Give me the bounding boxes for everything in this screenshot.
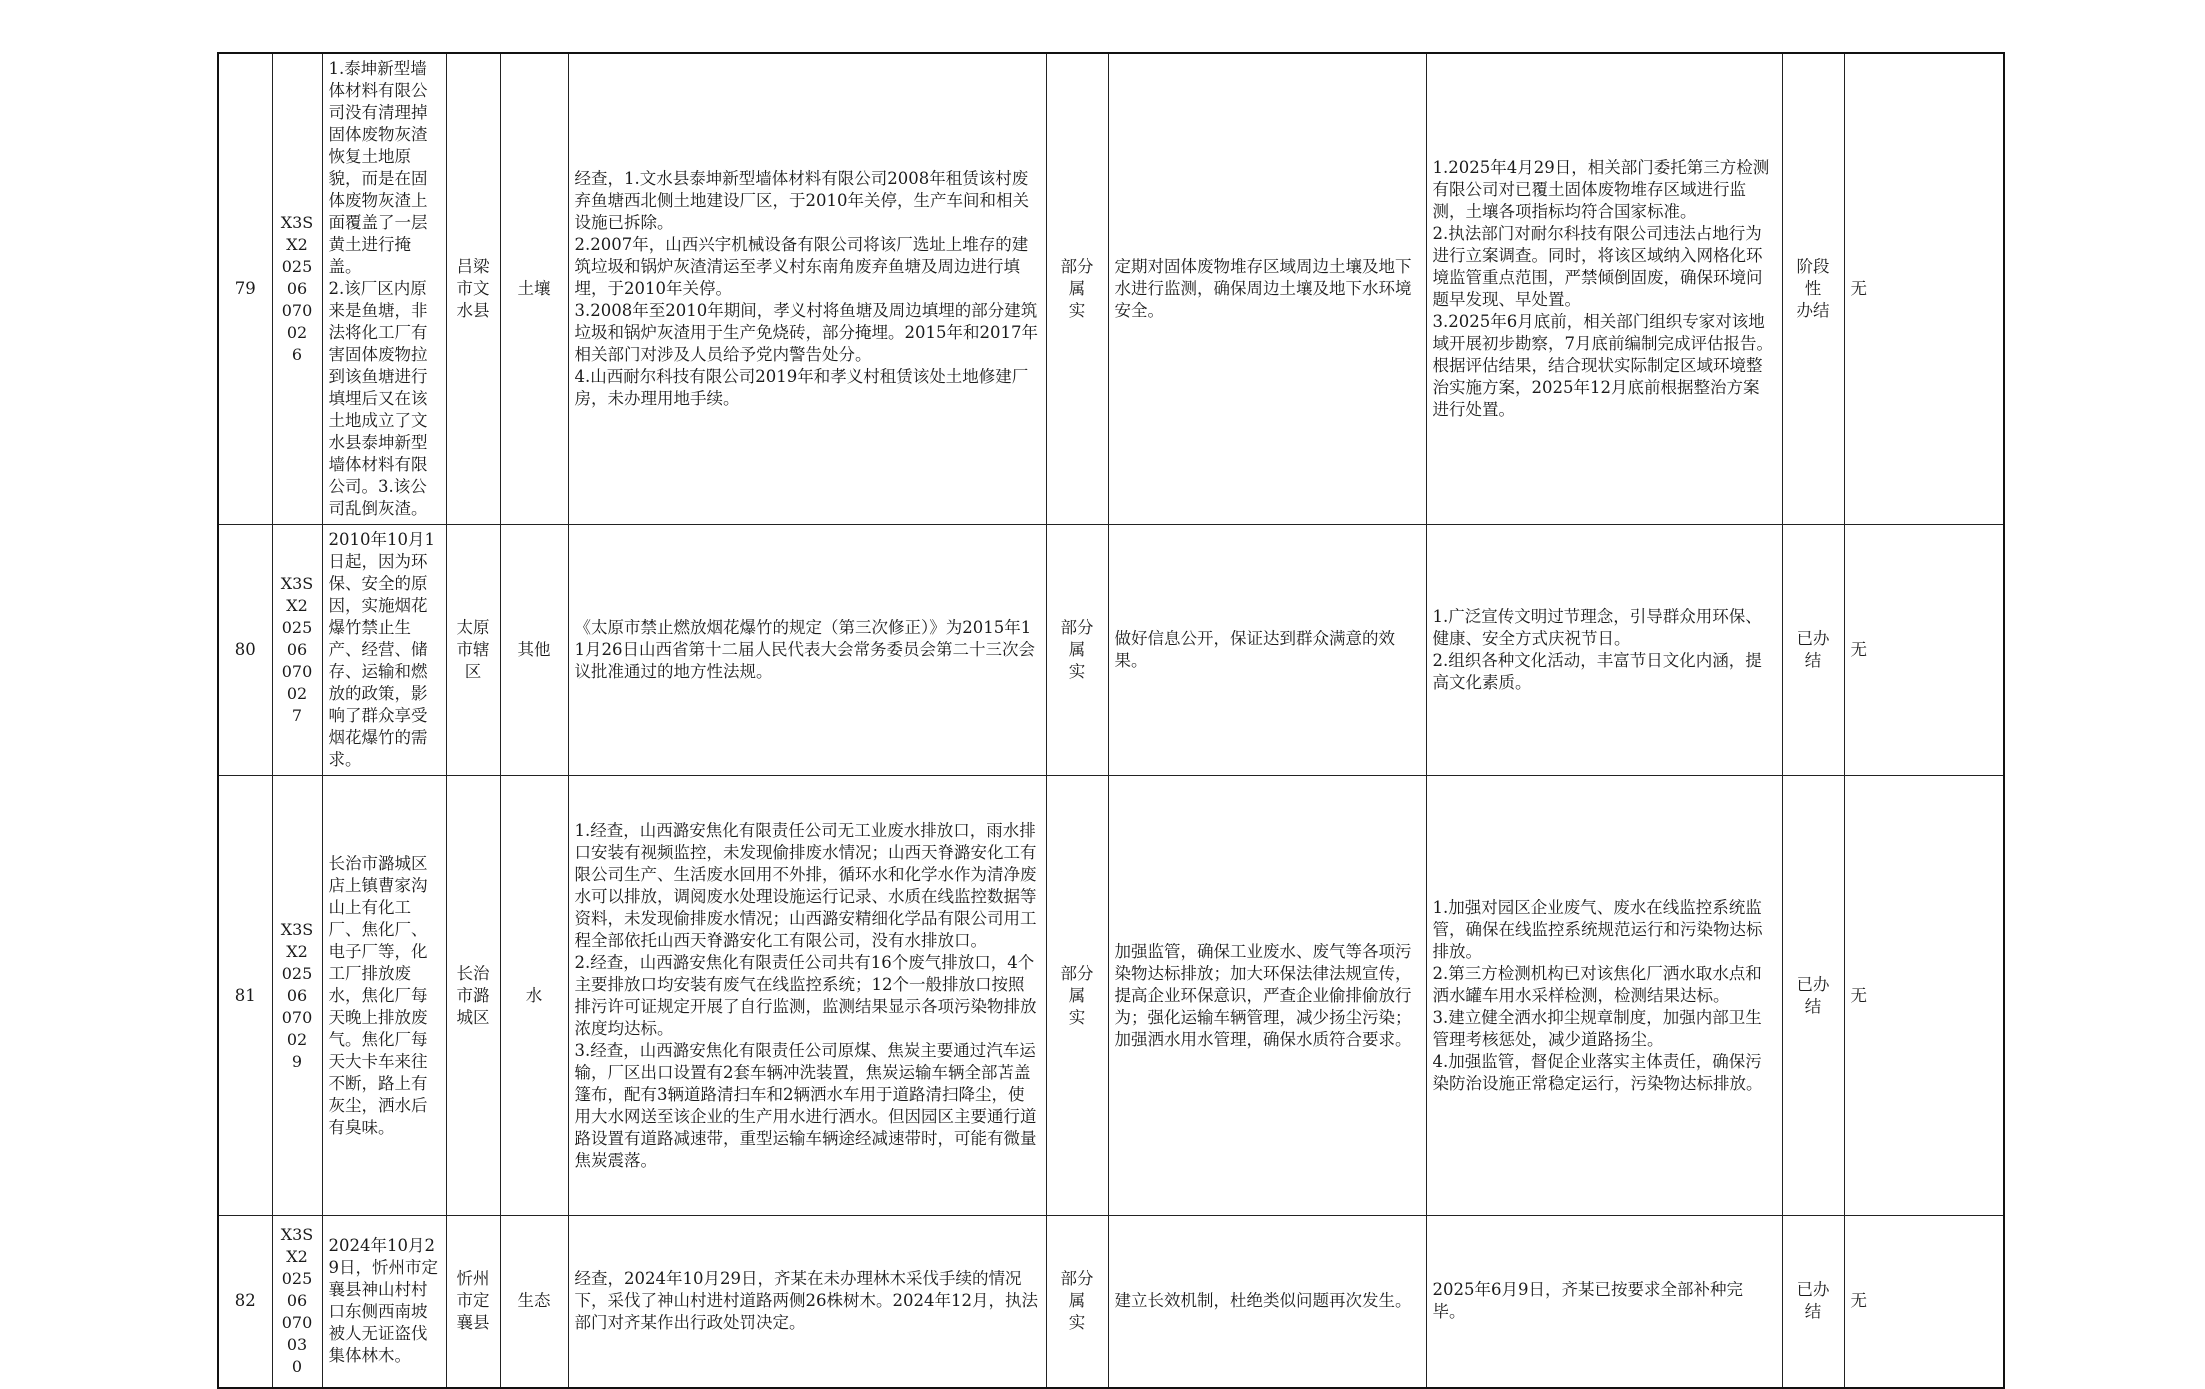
row-number: 79 <box>218 53 272 525</box>
location: 吕梁 市文 水县 <box>446 53 500 525</box>
completion-status: 阶段性 办结 <box>1782 53 1844 525</box>
row-number: 82 <box>218 1216 272 1388</box>
table-row <box>218 53 2004 525</box>
location: 长治 市潞 城区 <box>446 776 500 1216</box>
verification-result: 部分属 实 <box>1046 776 1108 1216</box>
pollution-category: 土壤 <box>500 53 568 525</box>
location: 太原 市辖 区 <box>446 525 500 776</box>
verification-result: 部分属 实 <box>1046 53 1108 525</box>
rectification-goal: 做好信息公开，保证达到群众满意的效果。 <box>1108 525 1426 776</box>
table-row <box>218 776 2004 1216</box>
location: 忻州 市定 襄县 <box>446 1216 500 1388</box>
rectification-measures: 1.2025年4月29日，相关部门委托第三方检测有限公司对已覆土固体废物堆存区域进行监测，土壤各项指标均符合国家标准。 2.执法部门对耐尔科技有限公司违法占地行为进行立案调查。同时，将该区域纳入网格化环境监管重点范围，严禁倾倒固废，确保环境问题早发现、早处置。 3.2025年6月底前，相关部门组织专家对该地域开展初步勘察，7月底前编制完成评估报告。根据评估结果，结合现状实际制定区域环境整治实施方案，2025年12月底前根据整治方案进行处置。 <box>1426 53 1782 525</box>
rectification-goal: 加强监管，确保工业废水、废气等各项污染物达标排放；加大环保法律法规宣传，提高企业环保意识，严查企业偷排偷放行为；强化运输车辆管理，减少扬尘污染；加强洒水用水管理，确保水质符合要求。 <box>1108 776 1426 1216</box>
complaint-content: 2024年10月29日，忻州市定襄县神山村村口东侧西南坡被人无证盗伐集体林木。 <box>322 1216 446 1388</box>
case-code: X3SX2 02506 07002 9 <box>272 776 322 1216</box>
rectification-measures: 1.加强对园区企业废气、废水在线监控系统监管，确保在线监控系统规范运行和污染物达标排放。 2.第三方检测机构已对该焦化厂洒水取水点和洒水罐车用水采样检测，检测结果达标。 3.建立健全洒水抑尘规章制度，加强内部卫生管理考核惩处，减少道路扬尘。 4.加强监管，督促企业落实主体责任，确保污染防治设施正常稳定运行，污染物达标排放。 <box>1426 776 1782 1216</box>
pollution-category: 其他 <box>500 525 568 776</box>
investigation-findings: 1.经查，山西潞安焦化有限责任公司无工业废水排放口，雨水排口安装有视频监控，未发现偷排废水情况；山西天脊潞安化工有限公司生产、生活废水回用不外排，循环水和化学水作为清净废水可以排放，调阅废水处理设施运行记录、水质在线监控数据等资料，未发现偷排废水情况；山西潞安精细化学品有限公司用工程全部依托山西天脊潞安化工有限公司，没有水排放口。 2.经查，山西潞安焦化有限责任公司共有16个废气排放口，4个主要排放口均安装有废气在线监控系统；12个一般排放口按照排污许可证规定开展了自行监测，监测结果显示各项污染物排放浓度均达标。 3.经查，山西潞安焦化有限责任公司原煤、焦炭主要通过汽车运输，厂区出口设置有2套车辆冲洗装置，焦炭运输车辆全部苫盖篷布，配有3辆道路清扫车和2辆洒水车用于道路清扫降尘，使用大水网送至该企业的生产用水进行洒水。但因园区主要通行道路设置有道路减速带，重型运输车辆途经减速带时，可能有微量焦炭震落。 <box>568 776 1046 1216</box>
accountability: 无 <box>1844 1216 2004 1388</box>
investigation-findings: 经查，2024年10月29日，齐某在未办理林木采伐手续的情况下，采伐了神山村进村道路两侧26株树木。2024年12月，执法部门对齐某作出行政处罚决定。 <box>568 1216 1046 1388</box>
accountability: 无 <box>1844 776 2004 1216</box>
case-code: X3SX2 02506 07002 7 <box>272 525 322 776</box>
rectification-goal: 建立长效机制，杜绝类似问题再次发生。 <box>1108 1216 1426 1388</box>
row-number: 81 <box>218 776 272 1216</box>
pollution-category: 水 <box>500 776 568 1216</box>
accountability: 无 <box>1844 53 2004 525</box>
table-row <box>218 1216 2004 1388</box>
rectification-measures: 1.广泛宣传文明过节理念，引导群众用环保、健康、安全方式庆祝节日。 2.组织各种文化活动，丰富节日文化内涵，提高文化素质。 <box>1426 525 1782 776</box>
completion-status: 已办结 <box>1782 1216 1844 1388</box>
complaint-table <box>217 52 2005 1389</box>
complaint-content: 1.泰坤新型墙体材料有限公司没有清理掉固体废物灰渣恢复土地原貌，而是在固体废物灰渣上面覆盖了一层黄土进行掩盖。 2.该厂区内原来是鱼塘，非法将化工厂有害固体废物拉到该鱼塘进行填埋后又在该土地成立了文水县泰坤新型墙体材料有限公司。3.该公司乱倒灰渣。 <box>322 53 446 525</box>
rectification-goal: 定期对固体废物堆存区域周边土壤及地下水进行监测，确保周边土壤及地下水环境安全。 <box>1108 53 1426 525</box>
verification-result: 部分属 实 <box>1046 1216 1108 1388</box>
complaint-content: 长治市潞城区店上镇曹家沟山上有化工厂、焦化厂、电子厂等，化工厂排放废水，焦化厂每天晚上排放废气。焦化厂每天大卡车来往不断，路上有灰尘，洒水后有臭味。 <box>322 776 446 1216</box>
complaint-content: 2010年10月1日起，因为环保、安全的原因，实施烟花爆竹禁止生产、经营、储存、运输和燃放的政策，影响了群众享受烟花爆竹的需求。 <box>322 525 446 776</box>
row-number: 80 <box>218 525 272 776</box>
pollution-category: 生态 <box>500 1216 568 1388</box>
table-row <box>218 525 2004 776</box>
case-code: X3SX2 02506 07003 0 <box>272 1216 322 1388</box>
verification-result: 部分属 实 <box>1046 525 1108 776</box>
rectification-measures: 2025年6月9日，齐某已按要求全部补种完毕。 <box>1426 1216 1782 1388</box>
accountability: 无 <box>1844 525 2004 776</box>
case-code: X3SX2 02506 07002 6 <box>272 53 322 525</box>
investigation-findings: 经查，1.文水县泰坤新型墙体材料有限公司2008年租赁该村废弃鱼塘西北侧土地建设厂区，于2010年关停，生产车间和相关设施已拆除。 2.2007年，山西兴宇机械设备有限公司将该厂选址上堆存的建筑垃圾和锅炉灰渣清运至孝义村东南角废弃鱼塘及周边进行填埋，于2010年关停。 3.2008年至2010年期间，孝义村将鱼塘及周边填埋的部分建筑垃圾和锅炉灰渣用于生产免烧砖，部分掩埋。2015年和2017年相关部门对涉及人员给予党内警告处分。 4.山西耐尔科技有限公司2019年和孝义村租赁该处土地修建厂房，未办理用地手续。 <box>568 53 1046 525</box>
completion-status: 已办结 <box>1782 776 1844 1216</box>
investigation-findings: 《太原市禁止燃放烟花爆竹的规定（第三次修正）》为2015年11月26日山西省第十二届人民代表大会常务委员会第二十三次会议批准通过的地方性法规。 <box>568 525 1046 776</box>
completion-status: 已办结 <box>1782 525 1844 776</box>
